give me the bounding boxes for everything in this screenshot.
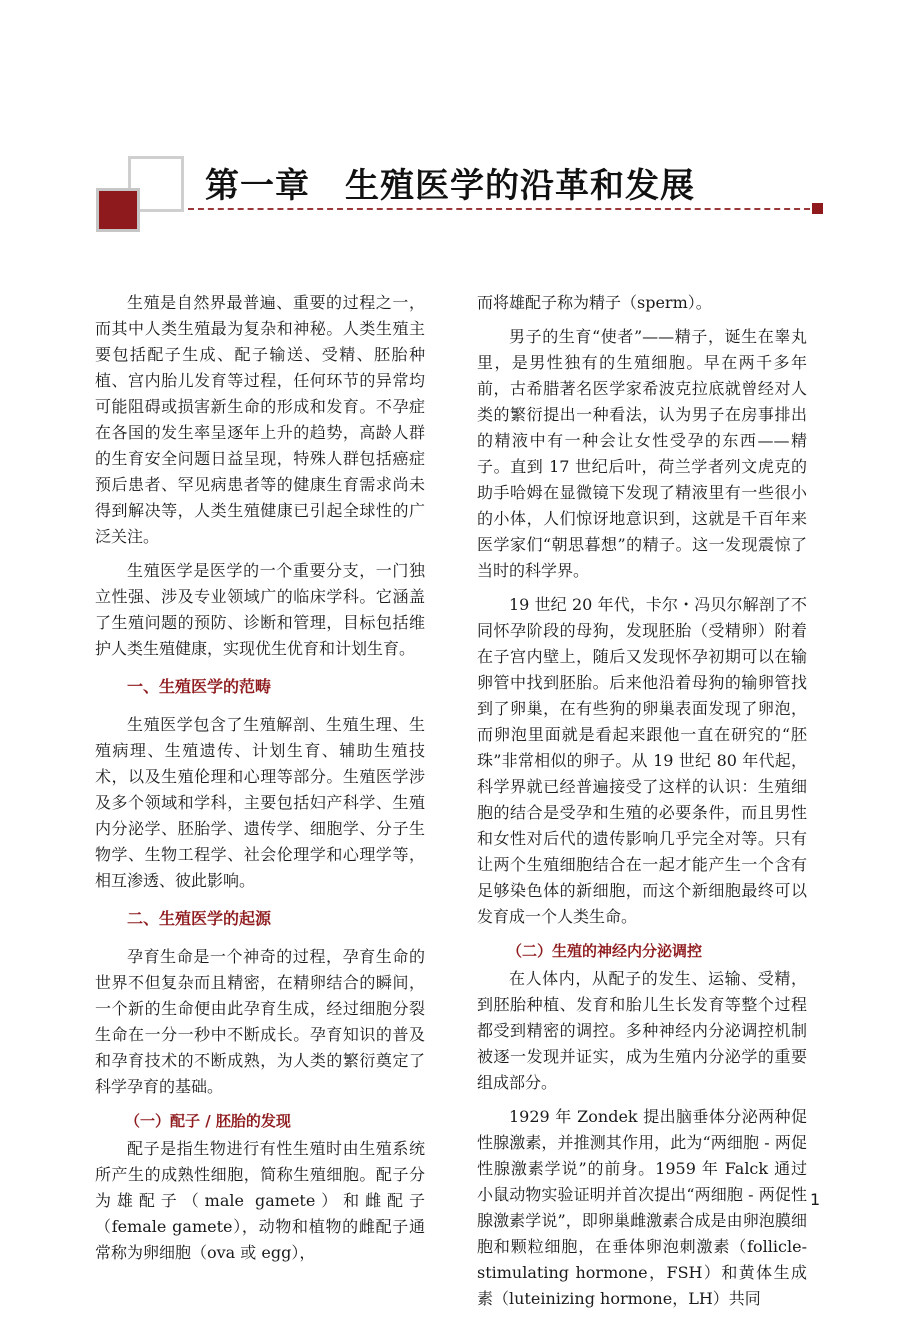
- chapter-title: 第一章 生殖医学的沿革和发展: [205, 166, 695, 206]
- neuroendocrine-paragraph-1: 在人体内，从配子的发生、运输、受精，到胚胎种植、发育和胎儿生长发育等整个过程都受到精密的调控。多种神经内分泌调控机制被逐一发现并证实，成为生殖内分泌学的重要组成部分。: [477, 969, 807, 1092]
- sperm-history-paragraph: 男子的生育“使者”——精子，诞生在睾丸里，是男性独有的生殖细胞。早在两千多年前，古希腊著名医学家希波克拉底就曾经对人类的繁衍提出一种看法，认为男子在房事排出的精液中有一种会让女性受孕的东西——精子。直到 17 世纪后叶，荷兰学者列文虎克的助手哈姆在显微镜下发现了精液里有一些很小的小体，人们惊讶地意识到，这就是千百年来医学家们“朝思暮想”的精子。这一发现震惊了当时的科学界。: [477, 327, 807, 580]
- intro-paragraph-1: 生殖是自然界最普遍、重要的过程之一，而其中人类生殖最为复杂和神秘。人类生殖主要包括配子生成、配子输送、受精、胚胎种植、宫内胎儿发育等过程，任何环节的异常均可能阻碍或损害新生命的形成和发育。不孕症在各国的发生率呈逐年上升的趋势，高龄人群的生育安全问题日益呈现，特殊人群包括癌症预后患者、罕见病患者等的健康生育需求尚未得到解决等，人类生殖健康已引起全球性的广泛关注。: [95, 293, 425, 546]
- neuroendocrine-paragraph-2: 1929 年 Zondek 提出脑垂体分泌两种促性腺激素，并推测其作用，此为“两细胞 - 两促性腺激素学说”的前身。1959 年 Falck 通过小鼠动物实验证明并首次提出“两细胞 - 两促性腺激素学说”，即卵巢雌激素合成是由卵泡膜细胞和颗粒细胞，在垂体卵泡刺激素（follicle-stimulating hormone，FSH）和黄体生成素（luteinizing hormone，LH）共同: [477, 1107, 807, 1308]
- left-column: [95, 290, 425, 1274]
- right-column: [477, 290, 807, 1320]
- chapter-decor-square: [96, 188, 140, 232]
- continued-paragraph: 而将雄配子称为精子（sperm）。: [477, 293, 712, 312]
- origin-paragraph: 孕育生命是一个神奇的过程，孕育生命的世界不但复杂而且精密，在精卵结合的瞬间，一个新的生命便由此孕育生成，经过细胞分裂生命在一分一秒中不断成长。孕育知识的普及和孕育技术的不断成熟，为人类的繁衍奠定了科学孕育的基础。: [95, 947, 425, 1096]
- gamete-paragraph: 配子是指生物进行有性生殖时由生殖系统所产生的成熟性细胞，简称生殖细胞。配子分为雄配子（male gamete）和雌配子（female gamete），动物和植物的雌配子通常称为卵细胞（ova 或 egg），: [95, 1139, 425, 1262]
- chapter-divider: [188, 208, 810, 210]
- page-number: 1: [810, 1190, 821, 1209]
- von-baer-paragraph: 19 世纪 20 年代，卡尔・冯贝尔解剖了不同怀孕阶段的母狗，发现胚胎（受精卵）附着在子宫内壁上，随后又发现怀孕初期可以在输卵管中找到胚胎。后来他沿着母狗的输卵管找到了卵巢，在有些狗的卵巢表面发现了卵泡，而卵泡里面就是看起来跟他一直在研究的“胚珠”非常相似的卵子。从 19 世纪 80 年代起，科学界就已经普遍接受了这样的认识：生殖细胞的结合是受孕和生殖的必要条件，而且男性和女性对后代的遗传影响几乎完全对等。只有让两个生殖细胞结合在一起才能产生一个含有足够染色体的新细胞，而这个新细胞最终可以发育成一个人类生命。: [477, 595, 807, 926]
- subsection-heading-gamete: （一）配子 / 胚胎的发现: [125, 1112, 291, 1130]
- scope-paragraph: 生殖医学包含了生殖解剖、生殖生理、生殖病理、生殖遗传、计划生育、辅助生殖技术，以及生殖伦理和心理等部分。生殖医学涉及多个领域和学科，主要包括妇产科学、生殖内分泌学、胚胎学、遗传学、细胞学、分子生物学、生物工程学、社会伦理学和心理学等，相互渗透、彼此影响。: [95, 715, 425, 890]
- intro-paragraph-2: 生殖医学是医学的一个重要分支，一门独立性强、涉及专业领域广的临床学科。它涵盖了生殖问题的预防、诊断和管理，目标包括维护人类生殖健康，实现优生优育和计划生育。: [95, 561, 425, 658]
- section-heading-origin: 二、生殖医学的起源: [127, 909, 272, 928]
- subsection-heading-neuroendocrine: （二）生殖的神经内分泌调控: [507, 942, 703, 960]
- divider-end-marker: [812, 203, 823, 214]
- section-heading-scope: 一、生殖医学的范畴: [127, 677, 272, 696]
